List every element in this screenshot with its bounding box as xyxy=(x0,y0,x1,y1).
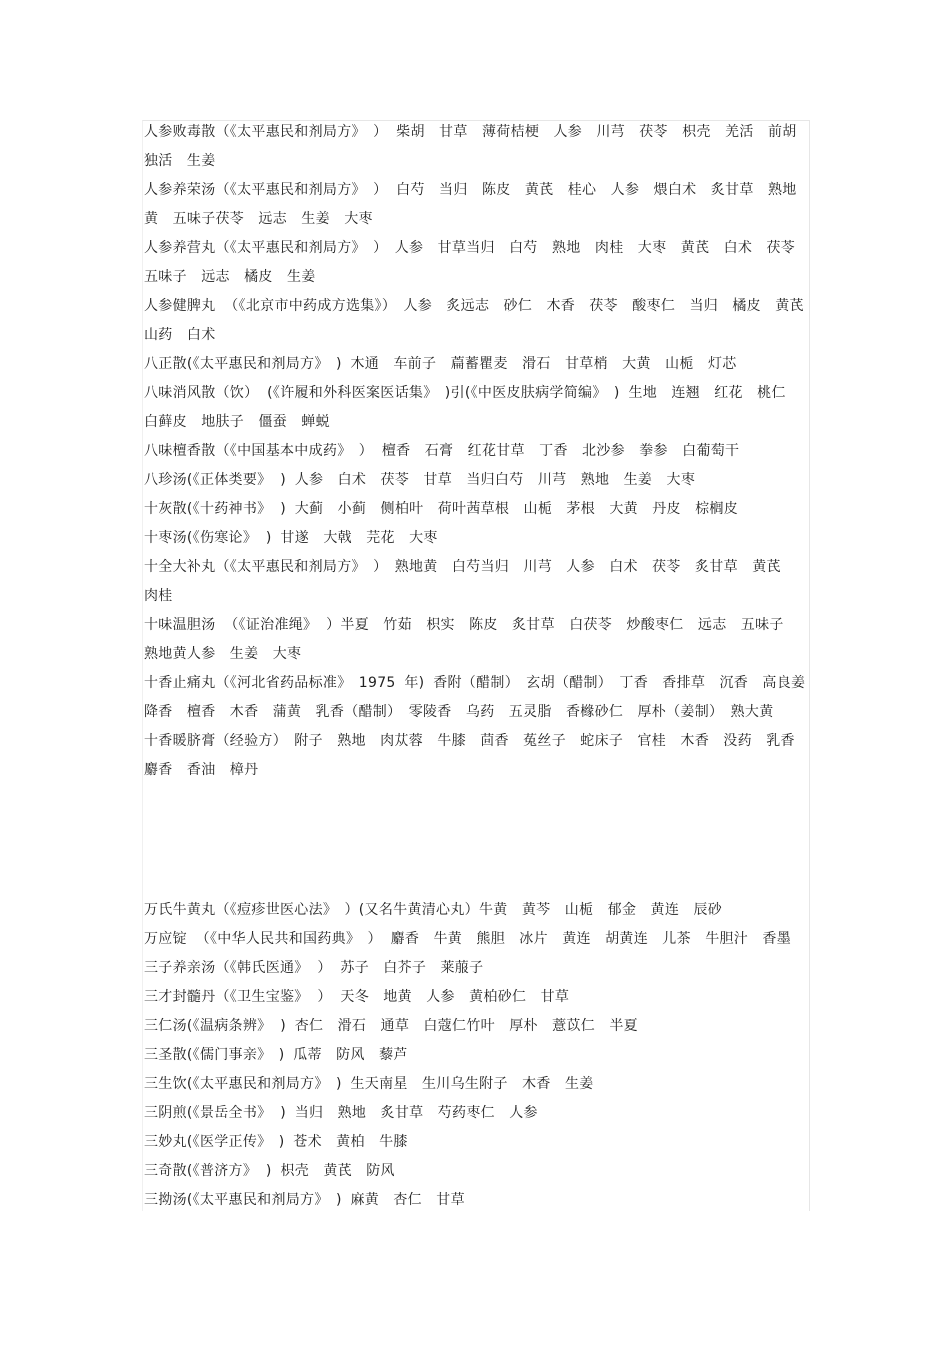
formula-entry: 八味消风散（饮） (《许履和外科医案医话集》 )引(《中医皮肤病学简编》 ) 生地 连翘 红花 桃仁 白藓皮 地肤子 僵蚕 蝉蜕 xyxy=(144,385,801,430)
formula-entry: 人参养营丸（《太平惠民和剂局方》 ） 人参 甘草当归 白芍 熟地 肉桂 大枣 黄芪 白术 茯苓 五味子 远志 橘皮 生姜 xyxy=(144,240,810,285)
formula-entry: 三妙丸(《医学正传》 ) 苍术 黄柏 牛膝 xyxy=(144,1134,408,1150)
formula-list-section-1 xyxy=(144,118,820,785)
formula-entry: 三才封髓丹（《卫生宝鉴》 ） 天冬 地黄 人参 黄柏砂仁 甘草 xyxy=(144,989,570,1005)
formula-entry: 十香止痛丸（《河北省药品标准》 1975 年) 香附（醋制） 玄胡（醋制） 丁香 香排草 沉香 高良姜 降香 檀香 木香 蒲黄 乳香（醋制） 零陵香 乌药 五灵脂 香橼砂仁 厚朴（姜制） 熟大黄 xyxy=(144,675,820,720)
formula-entry: 万应锭 （《中华人民共和国药典》 ） 麝香 牛黄 熊胆 冰片 黄连 胡黄连 儿茶 牛胆汁 香墨 xyxy=(144,931,791,947)
formula-entry: 人参败毒散（《太平惠民和剂局方》 ） 柴胡 甘草 薄荷桔梗 人参 川芎 茯苓 枳壳 羌活 前胡 独活 生姜 xyxy=(144,124,811,169)
formula-entry: 人参健脾丸 （《北京市中药成方选集》） 人参 炙远志 砂仁 木香 茯苓 酸枣仁 当归 橘皮 黄芪 山药 白术 xyxy=(144,298,819,343)
formula-entry: 万氏牛黄丸（《痘疹世医心法》 ）(又名牛黄清心丸）牛黄 黄芩 山栀 郁金 黄连 辰砂 xyxy=(144,902,723,918)
formula-list-section-2 xyxy=(144,896,808,1215)
formula-entry: 三仁汤(《温病条辨》 ) 杏仁 滑石 通草 白蔻仁竹叶 厚朴 薏苡仁 半夏 xyxy=(144,1018,638,1034)
formula-entry: 三子养亲汤（《韩氏医通》 ） 苏子 白芥子 莱菔子 xyxy=(144,960,484,976)
formula-entry: 三阴煎(《景岳全书》 ) 当归 熟地 炙甘草 芍药枣仁 人参 xyxy=(144,1105,538,1121)
formula-entry: 人参养荣汤（《太平惠民和剂局方》 ） 白芍 当归 陈皮 黄芪 桂心 人参 煨白术 炙甘草 熟地黄 五味子茯苓 远志 生姜 大枣 xyxy=(144,182,797,227)
formula-entry: 八珍汤(《正体类要》 ) 人参 白术 茯苓 甘草 当归白芍 川芎 熟地 生姜 大枣 xyxy=(144,472,696,488)
formula-entry: 十香暖脐膏（经验方） 附子 熟地 肉苁蓉 牛膝 茴香 菟丝子 蛇床子 官桂 木香 没药 乳香 麝香 香油 樟丹 xyxy=(144,733,810,778)
formula-entry: 十味温胆汤 （《证治准绳》 ）半夏 竹茹 枳实 陈皮 炙甘草 白茯苓 炒酸枣仁 远志 五味子 熟地黄人参 生姜 大枣 xyxy=(144,617,799,662)
formula-entry: 三奇散(《普济方》 ) 枳壳 黄芪 防风 xyxy=(144,1163,395,1179)
formula-entry: 八味檀香散（《中国基本中成药》 ） 檀香 石膏 红花甘草 丁香 北沙参 拳参 白葡萄干 xyxy=(144,443,740,459)
formula-entry: 三圣散(《儒门事亲》 ) 瓜蒂 防风 藜芦 xyxy=(144,1047,408,1063)
formula-entry: 十枣汤(《伤寒论》 ) 甘遂 大戟 芫花 大枣 xyxy=(144,530,438,546)
formula-entry: 三生饮(《太平惠民和剂局方》 ) 生天南星 生川乌生附子 木香 生姜 xyxy=(144,1076,594,1092)
formula-entry: 十灰散(《十药神书》 ) 大蓟 小蓟 侧柏叶 荷叶茜草根 山栀 茅根 大黄 丹皮 棕榈皮 xyxy=(144,501,739,517)
formula-entry: 八正散(《太平惠民和剂局方》 ) 木通 车前子 萹蓄瞿麦 滑石 甘草梢 大黄 山栀 灯芯 xyxy=(144,356,737,372)
formula-entry: 十全大补丸（《太平惠民和剂局方》 ） 熟地黄 白芍当归 川芎 人参 白术 茯苓 炙甘草 黄芪 肉桂 xyxy=(144,559,796,604)
formula-entry: 三拗汤(《太平惠民和剂局方》 ) 麻黄 杏仁 甘草 xyxy=(144,1192,465,1208)
